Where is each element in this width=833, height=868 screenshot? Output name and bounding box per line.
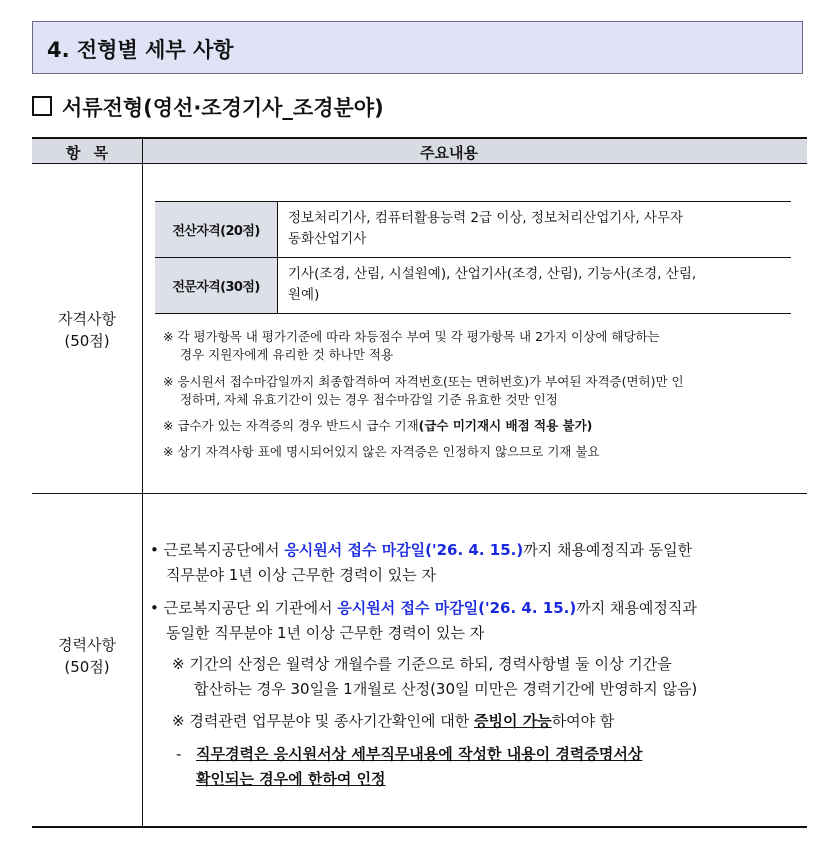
inner-table-bottom [155,313,791,314]
it-cert-text-line2: 동화산업기사 [288,231,367,247]
checkbox-square-icon [32,96,52,116]
career-dash-line2: 확인되는 경우에 한하여 인정 [196,770,386,788]
it-cert-text-line1: 정보처리기사, 컴퓨터활용능력 2급 이상, 정보처리산업기사, 사무자 [288,210,684,226]
bullet2-line1 [150,596,805,621]
bullet1-prefix: • 근로복지공단에서 [150,541,285,559]
pro-cert-text-line2: 원예) [288,287,320,303]
note4-text: ※ 상기 자격사항 표에 명시되어있지 않은 자격증은 인정하지 않으므로 기재 불요 [163,444,600,459]
it-cert-label: 전산자격(20점) [155,202,277,257]
note1-line1: ※ 각 평가항목 내 평가기준에 따라 차등점수 부여 및 각 평가항목 내 2가지 이상에 해당하는 [163,329,660,344]
career-label [32,634,142,678]
career-note1-line1: ※ 기간의 산정은 월력상 개월수를 기준으로 하되, 경력사항별 둘 이상 기간을 [172,655,672,673]
career-dash-line1: 직무경력은 응시원서상 세부직무내용에 작성한 내용이 경력증명서상 [196,745,643,763]
career-bullet-2 [150,596,805,646]
section-title: 4. 전형별 세부 사항 [47,38,234,62]
career-label-title: 경력사항 [58,636,116,654]
it-cert-text [288,208,788,250]
note2-line1: ※ 응시원서 접수마감일까지 최종합격하여 자격번호(또는 면허번호)가 부여된 자격증(면허)만 인 [163,374,684,389]
bullet1-deadline: 응시원서 접수 마감일('26. 4. 15.) [284,541,524,559]
col2-header: 주요내용 [420,144,478,162]
note3-bold: (급수 미기재시 배점 적용 불가) [418,418,593,433]
career-bullet-1 [150,538,805,588]
pro-cert-label: 전문자격(30점) [155,258,277,313]
bullet2-line2: 동일한 직무분야 1년 이상 근무한 경력이 있는 자 [166,624,485,642]
career-note-1 [172,652,807,702]
section-title-box [32,21,803,74]
table-header-bottom [32,163,807,164]
bullet1-line2: 직무분야 1년 이상 근무한 경력이 있는 자 [166,566,436,584]
career-dash-marker: - [176,745,182,763]
col1-header: 항 목 [65,144,109,162]
note1-line2: 경우 지원자에게 유리한 것 하나만 적용 [180,347,394,362]
career-note2-prefix: ※ 경력관련 업무분야 및 종사기간확인에 대한 [172,712,474,730]
bullet2-suffix: 까지 채용예정직과 [576,599,697,617]
pro-cert-text [288,264,788,306]
qualification-note-1 [163,328,803,364]
qualification-label-points: (50점) [64,332,110,350]
bullet1-line1 [150,538,805,563]
bullet1-suffix: 까지 채용예정직과 동일한 [523,541,693,559]
career-note-2 [172,709,807,734]
qualification-note-3 [163,417,803,435]
career-dash-text [196,742,806,792]
qualification-label [32,308,142,352]
career-note1-line2: 합산하는 경우 30일을 1개월로 산정(30일 미만은 경력기간에 반영하지 않음) [194,680,698,698]
career-label-points: (50점) [64,658,110,676]
table-row-divider [32,493,807,494]
pro-cert-text-line1: 기사(조경, 산림, 시설원예), 산업기사(조경, 산림), 기능사(조경, 산림, [288,266,697,282]
document-heading [32,92,384,122]
table-bottom-border [32,826,807,828]
qualification-note-2 [163,373,803,409]
career-note2-underline: 증빙이 가능 [474,712,552,730]
inner-table-divider [277,201,278,313]
note3-prefix: ※ 급수가 있는 자격증의 경우 반드시 급수 기재 [163,418,419,433]
qualification-label-title: 자격사항 [58,310,116,328]
career-note2-suffix: 하여야 함 [551,712,615,730]
bullet2-prefix: • 근로복지공단 외 기관에서 [150,599,338,617]
table-column-divider [142,139,143,827]
heading-text: 서류전형(영선·조경기사_조경분야) [62,96,384,120]
qualification-note-4 [163,443,803,461]
bullet2-deadline: 응시원서 접수 마감일('26. 4. 15.) [337,599,577,617]
note2-line2: 정하며, 자체 유효기간이 있는 경우 접수마감일 기준 유효한 것만 인정 [180,392,558,407]
